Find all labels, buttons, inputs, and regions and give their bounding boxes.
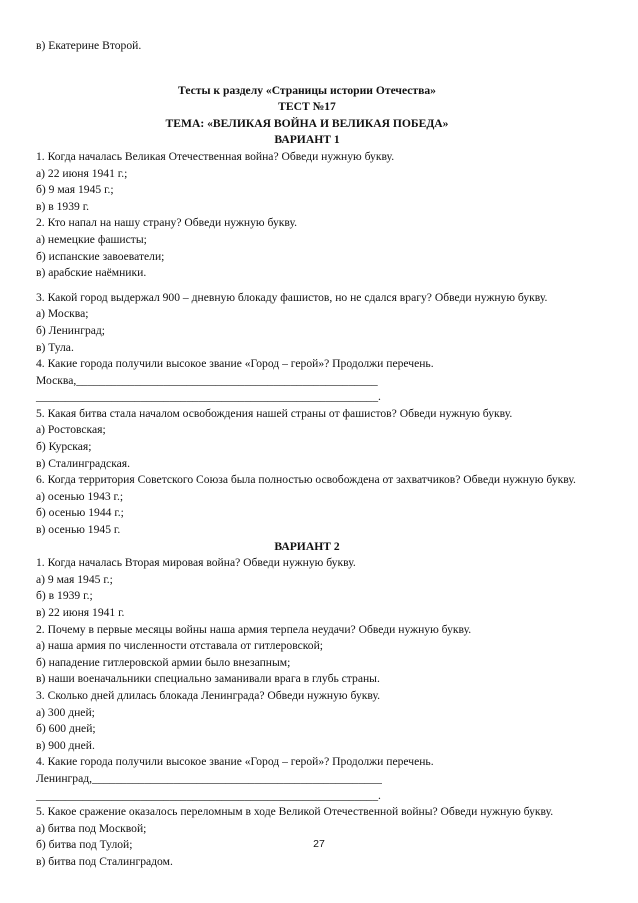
v2-q3-option-a: а) 300 дней; [36,705,95,719]
v1-q6-option-c: в) осенью 1945 г. [36,523,121,537]
v1-q5-option-c: в) Сталинградская. [36,456,131,470]
v2-q4-answer-line-1: Ленинград,__________________________________________________ [36,771,382,785]
v1-q4-answer-line-2: ___________________________________________________________. [36,390,381,404]
v2-question-4: 4. Какие города получили высокое звание «Город – герой»? Продолжи перечень. [36,755,434,769]
v2-question-2: 2. Почему в первые месяцы войны наша армия терпела неудачи? Обведи нужную букву. [36,622,472,636]
v2-q1-option-b: б) в 1939 г.; [36,589,93,603]
v2-q2-option-c: в) наши военачальники специально заманивали врага в глубь страны. [36,672,380,686]
v2-question-5: 5. Какое сражение оказалось переломным в ходе Великой Отечественной войны? Обведи нужную букву. [36,805,554,819]
v1-q2-option-c: в) арабские наёмники. [36,266,147,280]
v2-q1-option-c: в) 22 июня 1941 г. [36,606,125,619]
test-number: ТЕСТ №17 [278,100,336,114]
variant-1-title: ВАРИАНТ 1 [274,133,340,147]
v1-q5-option-b: б) Курская; [36,440,92,454]
v2-q2-option-a: а) наша армия по численности отставала от гитлеровской; [36,639,324,653]
v2-q3-option-b: б) 600 дней; [36,722,96,736]
v1-q3-option-a: а) Москва; [36,307,89,321]
v1-q4-answer-line-1: Москва,____________________________________________________ [36,373,378,387]
v1-q3-option-b: б) Ленинград; [36,323,106,337]
v2-question-3: 3. Сколько дней длилась блокада Ленинграда? Обведи нужную букву. [36,688,380,702]
theme-title: ТЕМА: «ВЕЛИКАЯ ВОЙНА И ВЕЛИКАЯ ПОБЕДА» [165,116,449,130]
v2-q4-answer-line-2: ___________________________________________________________. [36,788,381,802]
v1-question-6: 6. Когда территория Советского Союза была полностью освобождена от захватчиков? Обведи нужную букву. [36,473,576,487]
v1-q3-option-c: в) Тула. [36,340,74,354]
v1-question-4: 4. Какие города получили высокое звание «Город – герой»? Продолжи перечень. [36,357,434,371]
v1-question-3: 3. Какой город выдержал 900 – дневную блокаду фашистов, но не сдался врагу? Обведи нужную букву. [36,290,548,304]
v2-question-1: 1. Когда началась Вторая мировая война? Обведи нужную букву. [36,556,356,570]
v1-q1-option-c: в) в 1939 г. [36,199,90,213]
page-number: 27 [313,838,325,850]
v2-q5-option-a: а) битва под Москвой; [36,821,147,835]
v1-question-1: 1. Когда началась Великая Отечественная война? Обведи нужную букву. [36,149,395,163]
v2-q3-option-c: в) 900 дней. [36,738,95,752]
v1-q2-option-a: а) немецкие фашисты; [36,232,147,246]
v1-question-2: 2. Кто напал на нашу страну? Обведи нужную букву. [36,216,297,230]
v1-q1-option-b: б) 9 мая 1945 г.; [36,183,114,197]
v2-q1-option-a: а) 9 мая 1945 г.; [36,572,113,586]
v1-q1-option-a: а) 22 июня 1941 г.; [36,166,128,180]
previous-answer-line: в) Екатерине Второй. [36,39,142,52]
v2-q5-option-c: в) битва под Сталинградом. [36,854,173,868]
v1-q2-option-b: б) испанские завоеватели; [36,249,165,263]
variant-2-title: ВАРИАНТ 2 [274,539,340,553]
v1-q5-option-a: а) Ростовская; [36,423,106,437]
v1-q6-option-a: а) осенью 1943 г.; [36,489,124,503]
v2-q5-option-b: б) битва под Тулой; [36,838,133,852]
section-title: Тесты к разделу «Страницы истории Отечества» [178,83,436,97]
v1-q6-option-b: б) осенью 1944 г.; [36,506,124,520]
v1-question-5: 5. Какая битва стала началом освобождения нашей страны от фашистов? Обведи нужную букву. [36,406,513,420]
v2-q2-option-b: б) нападение гитлеровской армии было внезапным; [36,655,291,669]
